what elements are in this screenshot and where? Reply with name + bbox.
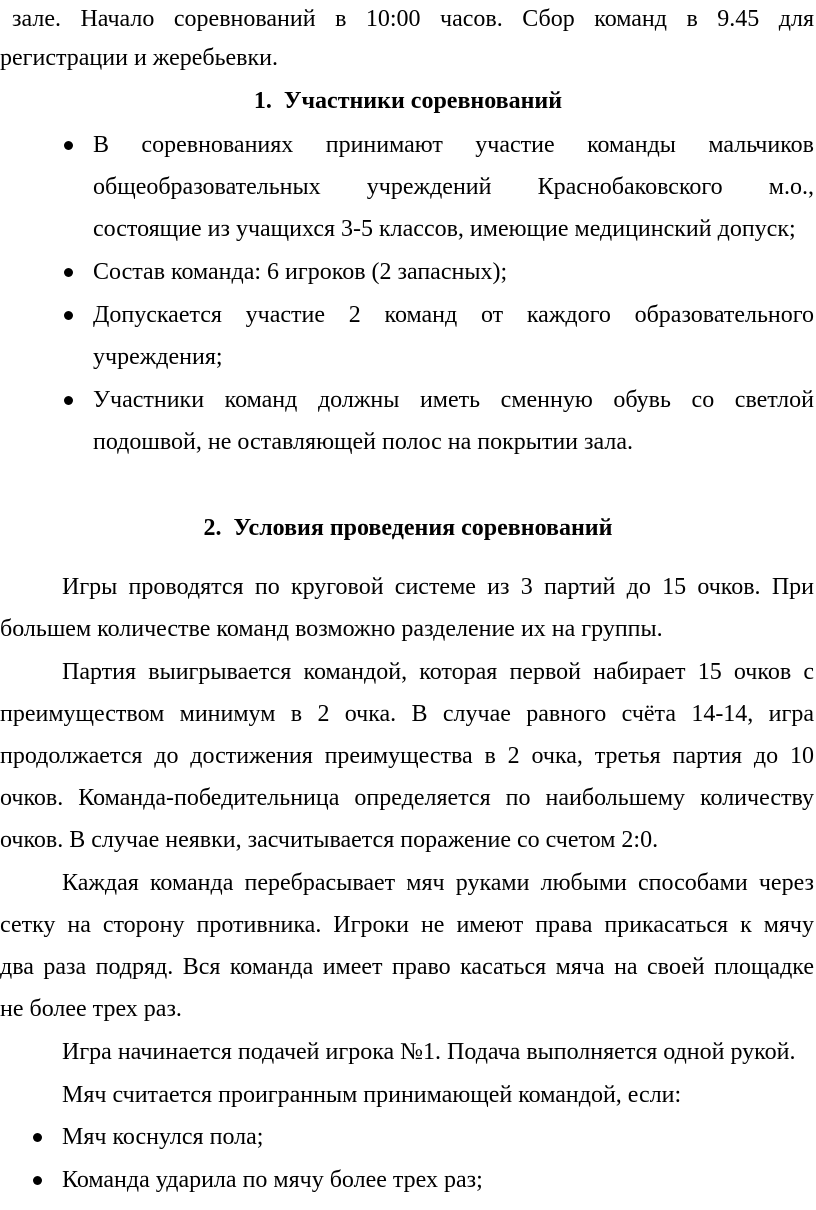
section-heading-conditions	[0, 513, 816, 543]
paragraph-line: Партия выигрывается командой, которая первой набирает 15 очков с	[62, 659, 814, 685]
list-item-line: В соревнованиях принимают участие команды мальчиков	[93, 132, 814, 158]
intro-line: зале. Начало соревнований в 10:00 часов. Сбор команд в 9.45 для	[12, 6, 814, 32]
paragraph-line: Мяч считается проигранным принимающей командой, если:	[62, 1082, 682, 1108]
bullet-icon	[64, 396, 73, 405]
paragraph-line: преимуществом минимум в 2 очка. В случае равного счёта 14-14, игра	[0, 701, 814, 727]
section-number: 1.	[253, 88, 272, 114]
paragraph-line: два раза подряд. Вся команда имеет право касаться мяча на своей площадке	[0, 954, 814, 980]
section-heading-participants	[0, 86, 816, 116]
list-item-line: подошвой, не оставляющей полос на покрытии зала.	[93, 429, 633, 455]
list-item-line: учреждения;	[93, 344, 223, 370]
list-item-line: Допускается участие 2 команд от каждого образовательного	[93, 302, 814, 328]
bullet-icon	[64, 311, 73, 320]
section-title: Участники соревнований	[283, 88, 563, 114]
list-item-line: Команда ударила по мячу более трех раз;	[62, 1167, 483, 1193]
section-number: 2.	[203, 515, 222, 541]
list-item-line: Мяч коснулся пола;	[62, 1124, 264, 1150]
list-item-line: Состав команда: 6 игроков (2 запасных);	[93, 259, 508, 285]
paragraph-line: Каждая команда перебрасывает мяч руками любыми способами через	[62, 870, 814, 896]
intro-line: регистрации и жеребьевки.	[0, 45, 279, 71]
paragraph-line: очков. В случае неявки, засчитывается поражение со счетом 2:0.	[0, 827, 659, 853]
bullet-icon	[33, 1133, 42, 1142]
paragraph-line: очков. Команда-победительница определяется по наибольшему количеству	[0, 785, 814, 811]
list-item-line: общеобразовательных учреждений Краснобаковского м.о.,	[93, 174, 814, 200]
bullet-icon	[64, 268, 73, 277]
paragraph-line: сетку на сторону противника. Игроки не имеют права прикасаться к мячу	[0, 912, 814, 938]
paragraph-line: не более трех раз.	[0, 996, 182, 1022]
bullet-icon	[33, 1176, 42, 1185]
paragraph-line: Игры проводятся по круговой системе из 3 партий до 15 очков. При	[62, 574, 814, 600]
bullet-icon	[64, 141, 73, 150]
paragraph-line: большем количестве команд возможно разделение их на группы.	[0, 616, 663, 642]
list-item-line: состоящие из учащихся 3-5 классов, имеющие медицинский допуск;	[93, 216, 796, 242]
section-title: Условия проведения соревнований	[233, 515, 613, 541]
paragraph-line: Игра начинается подачей игрока №1. Подача выполняется одной рукой.	[62, 1039, 796, 1065]
list-item-line: Участники команд должны иметь сменную обувь со светлой	[93, 387, 814, 413]
paragraph-line: продолжается до достижения преимущества в 2 очка, третья партия до 10	[0, 743, 814, 769]
